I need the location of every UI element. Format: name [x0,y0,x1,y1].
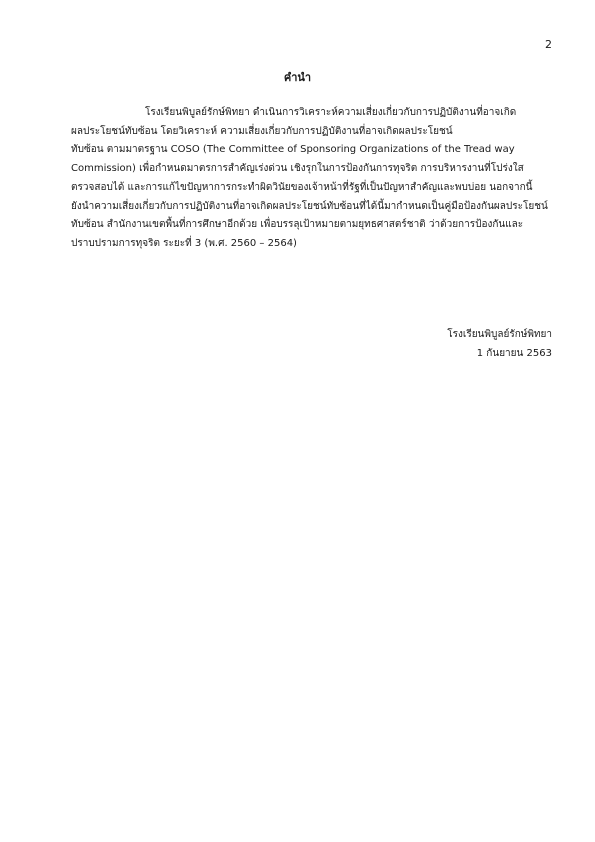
body-line: ตรวจสอบได้ และการแก้ไขปัญหาการกระทำผิดวินัยของเจ้าหน้าที่รัฐที่เป็นปัญหาสำคัญและพบบ่อย นอกจากนี้ [71,181,533,193]
signature-date: 1 กันยายน 2563 [476,347,552,359]
body-line: Commission) เพื่อกำหนดมาตรการสำคัญเร่งด่วน เชิงรุกในการป้องกันการทุจริต การบริหารงานที่โปร่งใส [71,163,524,175]
page-number: 2 [545,38,552,51]
signature-block [447,326,552,363]
body-line: โรงเรียนพิบูลย์รักษ์พิทยา ดำเนินการวิเคราะห์ความเสี่ยงเกี่ยวกับการปฏิบัติงานที่อาจเกิด [145,107,517,118]
signature-organization: โรงเรียนพิบูลย์รักษ์พิทยา [447,329,552,340]
preface-body [71,104,551,254]
body-line: ทับซ้อน สำนักงานเขตพื้นที่การศึกษาอีกด้วย เพื่อบรรลุเป้าหมายตามยุทธศาสตร์ชาติ ว่าด้วยการป้องกันและ [71,219,524,231]
body-line: ทับซ้อน ตามมาตรฐาน COSO (The Committee of Sponsoring Organizations of the Tread way [71,144,515,156]
body-line: ผลประโยชน์ทับซ้อน โดยวิเคราะห์ ความเสี่ยงเกี่ยวกับการปฏิบัติงานที่อาจเกิดผลประโยชน์ [71,125,453,137]
body-line: ปราบปรามการทุจริต ระยะที่ 3 (พ.ศ. 2560 – 2564) [71,237,297,249]
page-title: คำนำ [283,71,312,84]
body-line: ยังนำความเสี่ยงเกี่ยวกับการปฏิบัติงานที่อาจเกิดผลประโยชน์ทับซ้อนที่ได้นี้มากำหนดเป็นคู่มือป้องกันผลประโยชน์ [71,200,548,212]
